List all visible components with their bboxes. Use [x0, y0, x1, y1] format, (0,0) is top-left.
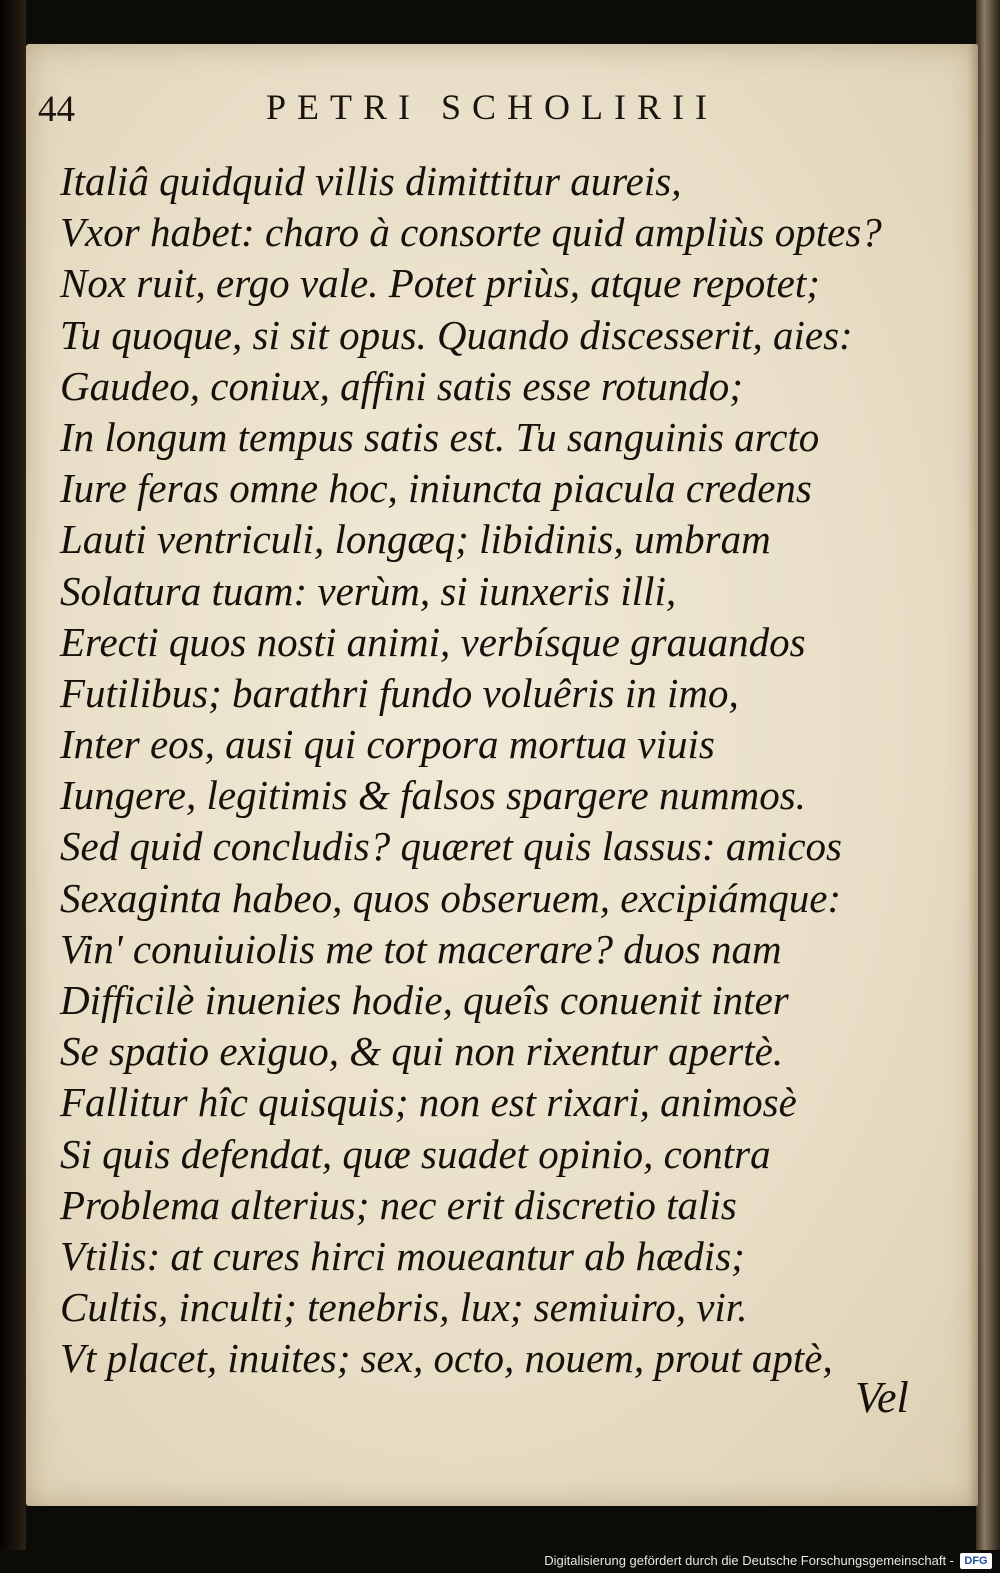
- verse-line: Problema alterius; nec erit discretio talis: [60, 1181, 737, 1228]
- verse-line: Vin' conuiuiolis me tot macerare? duos nam: [60, 925, 782, 972]
- verse-line: Si quis defendat, quæ suadet opinio, contra: [60, 1130, 771, 1177]
- verse-line: In longum tempus satis est. Tu sanguinis arcto: [60, 413, 820, 460]
- verse-line: Tu quoque, si sit opus. Quando discesserit, aies:: [60, 311, 853, 358]
- verse-line: Vxor habet: charo à consorte quid ampliùs optes?: [60, 209, 882, 256]
- verse-line: Fallitur hîc quisquis; non est rixari, animosè: [60, 1079, 797, 1126]
- dfg-logo: DFG: [960, 1553, 992, 1569]
- verse-line: Solatura tuam: verùm, si iunxeris illi,: [60, 567, 677, 614]
- page-number: 44: [38, 89, 75, 130]
- verse-text: [60, 156, 940, 1385]
- binding-left-edge: [0, 0, 26, 1573]
- page-fore-edge: [968, 44, 978, 1506]
- verse-line: Iungere, legitimis & falsos spargere nummos.: [60, 772, 806, 819]
- verse-line: Se spatio exiguo, & qui non rixentur apertè.: [60, 1028, 784, 1075]
- footer-bar: [0, 1550, 1000, 1573]
- catchword: Vel: [855, 1373, 909, 1422]
- running-head: [38, 86, 758, 136]
- verse-line: Iure feras omne hoc, iniuncta piacula credens: [60, 465, 812, 512]
- verse-line: Lauti ventriculi, longæq; libidinis, umbram: [60, 516, 771, 563]
- binding-right-edge: [976, 0, 1000, 1573]
- running-title: PETRI SCHOLIRII: [266, 87, 718, 127]
- funding-credit: Digitalisierung gefördert durch die Deutsche Forschungsgemeinschaft -: [544, 1553, 954, 1568]
- verse-line: Erecti quos nosti animi, verbísque grauandos: [60, 618, 806, 665]
- verse-line: Vtilis: at cures hirci moueantur ab hædis;: [60, 1232, 745, 1279]
- verse-line: Cultis, inculti; tenebris, lux; semiuiro, vir.: [60, 1284, 748, 1331]
- verse-line: Nox ruit, ergo vale. Potet priùs, atque repotet;: [60, 260, 820, 307]
- verse-line: Sed quid concludis? quæret quis lassus: amicos: [60, 823, 843, 870]
- verse-line: Futilibus; barathri fundo voluêris in imo,: [60, 669, 739, 716]
- verse-line: Difficilè inuenies hodie, queîs conuenit inter: [60, 977, 789, 1023]
- verse-line: Gaudeo, coniux, affini satis esse rotundo;: [60, 362, 743, 409]
- verse-line: Sexaginta habeo, quos obseruem, excipiámque:: [60, 874, 842, 921]
- verse-line: Italiâ quidquid villis dimittitur aureis,: [60, 158, 682, 204]
- verse-line: Vt placet, inuites; sex, octo, nouem, prout aptè,: [60, 1335, 833, 1382]
- verse-line: Inter eos, ausi qui corpora mortua viuis: [60, 721, 715, 768]
